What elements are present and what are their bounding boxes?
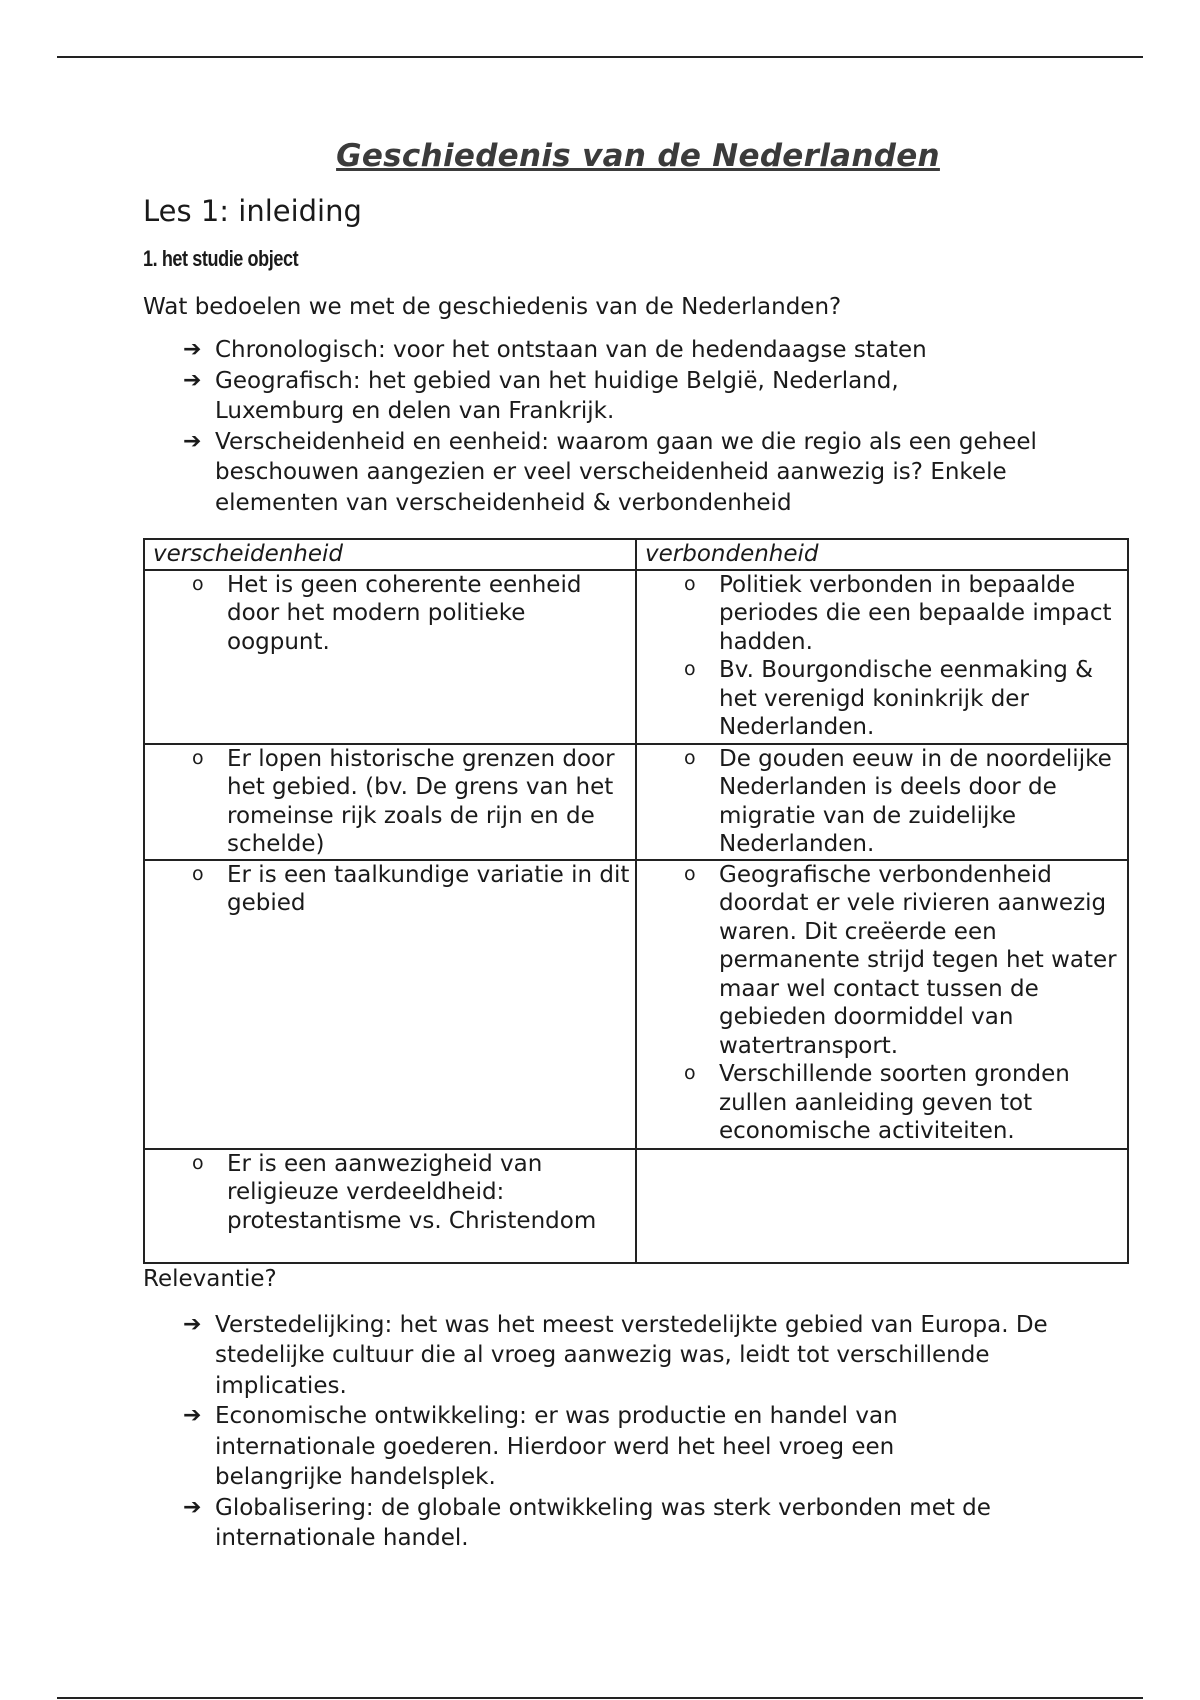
arrow-right-icon: ➔ bbox=[183, 367, 202, 393]
circle-bullet-icon: o bbox=[192, 746, 204, 769]
table-cell bbox=[636, 744, 1128, 860]
cell-text: Er lopen historische grenzen door het gebied. (bv. De grens van het romeinse rijk zoals de rijn en de schelde) bbox=[227, 745, 615, 857]
list-item bbox=[189, 571, 635, 657]
bullet-text: Globalisering: de globale ontwikkeling was sterk verbonden met de internationale handel. bbox=[215, 1494, 991, 1551]
list-item bbox=[183, 366, 935, 427]
table-cell bbox=[636, 570, 1128, 744]
circle-bullet-icon: o bbox=[192, 1151, 204, 1174]
cell-text: Verschillende soorten gronden zullen aanleiding geven tot economische activiteiten. bbox=[719, 1061, 1070, 1144]
table-cell bbox=[144, 860, 636, 1149]
table-cell bbox=[144, 744, 636, 860]
arrow-right-icon: ➔ bbox=[183, 1494, 202, 1520]
circle-bullet-icon: o bbox=[192, 862, 204, 885]
list-item bbox=[183, 335, 995, 366]
list-item bbox=[681, 861, 1127, 1061]
list-item bbox=[183, 1493, 1065, 1554]
circle-bullet-icon: o bbox=[684, 572, 696, 595]
section-heading: 1. het studie object bbox=[143, 246, 299, 271]
intro-bullet-list bbox=[143, 335, 1133, 518]
cell-text: Bv. Bourgondische eenmaking & het verenigd koninkrijk der Nederlanden. bbox=[719, 657, 1094, 740]
arrow-right-icon: ➔ bbox=[183, 337, 202, 362]
circle-bullet-icon: o bbox=[684, 658, 696, 680]
table-header-row bbox=[144, 539, 1128, 570]
circle-bullet-icon: o bbox=[192, 572, 204, 595]
table-row bbox=[144, 744, 1128, 860]
table-row bbox=[144, 1149, 1128, 1263]
table-cell bbox=[636, 860, 1128, 1149]
relevance-bullet-list bbox=[143, 1310, 1133, 1554]
bullet-text: Economische ontwikkeling: er was productie en handel van internationale goederen. Hierdoor werd het heel vroeg een belangrijke handelsplek. bbox=[215, 1403, 898, 1490]
table-cell bbox=[144, 570, 636, 744]
list-item bbox=[681, 656, 1127, 742]
header-verbondenheid: verbondenheid bbox=[636, 539, 1128, 570]
cell-text: Politiek verbonden in bepaalde periodes die een bepaalde impact hadden. bbox=[719, 571, 1112, 655]
document-page bbox=[143, 138, 1133, 1574]
table-cell-empty bbox=[636, 1149, 1128, 1263]
header-verscheidenheid: verscheidenheid bbox=[144, 539, 636, 570]
cell-text: Het is geen coherente eenheid door het modern politieke oogpunt. bbox=[227, 571, 582, 655]
cell-text: Geografische verbondenheid doordat er vele rivieren aanwezig waren. Dit creëerde een permanente strijd tegen het water maar wel contact tussen de gebieden doormiddel van watertransport. bbox=[719, 861, 1117, 1059]
circle-bullet-icon: o bbox=[684, 746, 696, 769]
arrow-right-icon: ➔ bbox=[183, 1403, 202, 1428]
list-item bbox=[681, 1060, 1127, 1146]
circle-bullet-icon: o bbox=[684, 1062, 696, 1084]
arrow-right-icon: ➔ bbox=[183, 428, 202, 454]
footer-rule bbox=[57, 1697, 1143, 1699]
list-item bbox=[189, 861, 635, 918]
cell-text: Er is een taalkundige variatie in dit gebied bbox=[227, 861, 630, 916]
list-item bbox=[189, 745, 635, 859]
list-item bbox=[681, 745, 1127, 859]
lesson-heading: Les 1: inleiding bbox=[143, 194, 362, 228]
question-paragraph: Wat bedoelen we met de geschiedenis van de Nederlanden? bbox=[143, 294, 842, 320]
table-row bbox=[144, 860, 1128, 1149]
bullet-text: Verscheidenheid en eenheid: waarom gaan we die regio als een geheel beschouwen aangezien er veel verscheidenheid aanwezig is? Enkele elementen van verscheidenheid & verbondenheid bbox=[215, 428, 1037, 516]
comparison-table bbox=[143, 538, 1129, 1264]
list-item bbox=[681, 571, 1127, 657]
list-item bbox=[189, 1150, 635, 1236]
arrow-right-icon: ➔ bbox=[183, 1311, 202, 1337]
list-item bbox=[183, 1401, 995, 1493]
bullet-text: Geografisch: het gebied van het huidige België, Nederland, Luxemburg en delen van Frankrijk. bbox=[215, 367, 899, 424]
table-cell bbox=[144, 1149, 636, 1263]
cell-text: De gouden eeuw in de noordelijke Nederlanden is deels door de migratie van de zuidelijke Nederlanden. bbox=[719, 745, 1112, 857]
circle-bullet-icon: o bbox=[684, 862, 696, 885]
list-item bbox=[183, 427, 1055, 519]
document-title: Geschiedenis van de Nederlanden bbox=[336, 138, 940, 174]
bullet-text: Verstedelijking: het was het meest verstedelijkte gebied van Europa. De stedelijke cultuur die al vroeg aanwezig was, leidt tot verschillende implicaties. bbox=[215, 1311, 1048, 1399]
relevance-label: Relevantie? bbox=[143, 1265, 277, 1292]
header-rule bbox=[57, 56, 1143, 58]
list-item bbox=[183, 1310, 1065, 1402]
cell-text: Er is een aanwezigheid van religieuze verdeeldheid: protestantisme vs. Christendom bbox=[227, 1150, 597, 1234]
table-row bbox=[144, 570, 1128, 744]
bullet-text: Chronologisch: voor het ontstaan van de hedendaagse staten bbox=[215, 337, 927, 363]
